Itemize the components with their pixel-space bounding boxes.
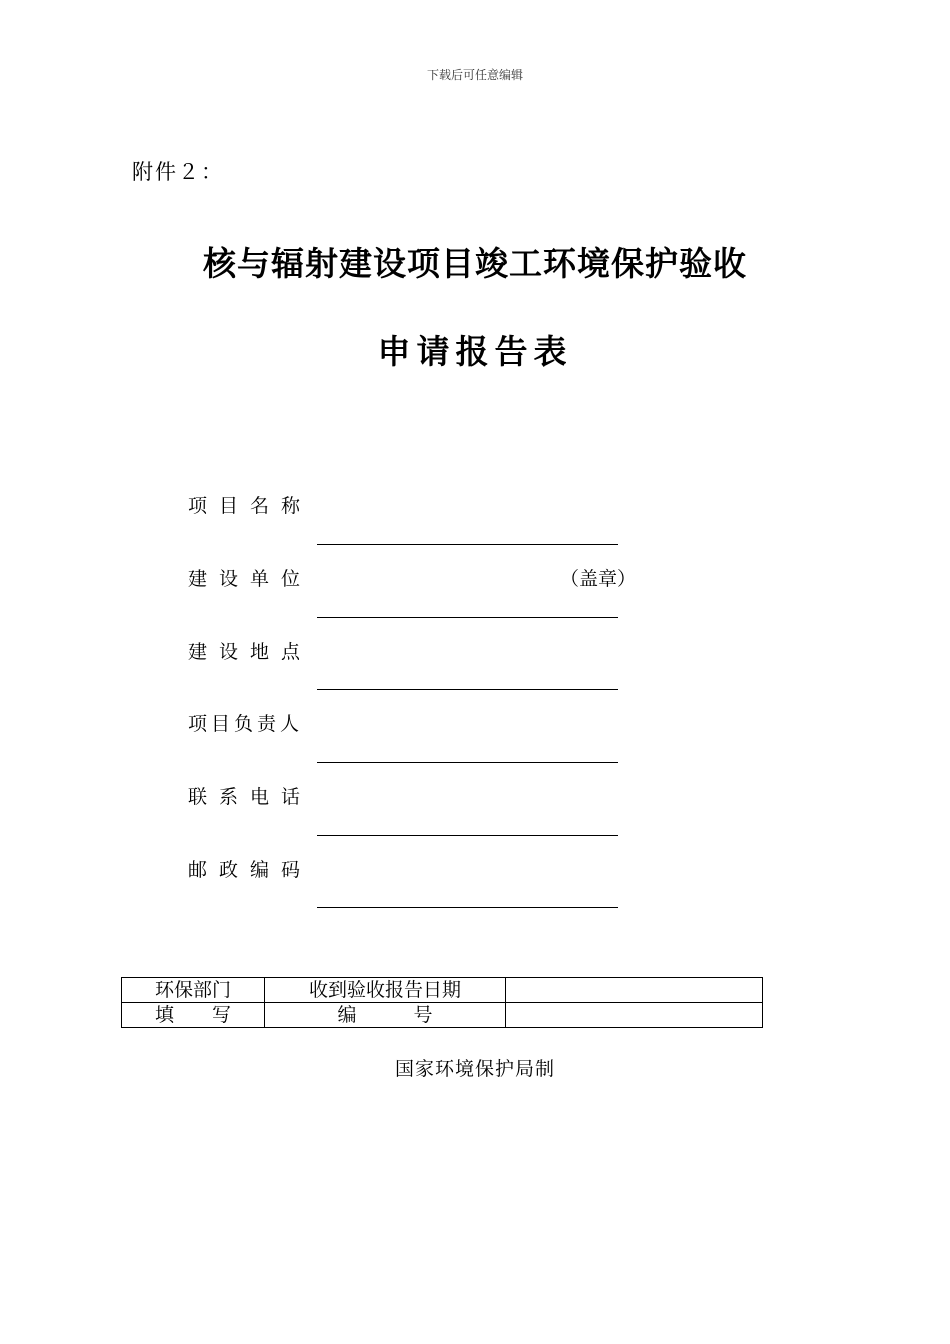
issuer-footer: 国家环境保护局制 [394, 1058, 555, 1080]
document-title-line-1: 核与辐射建设项目竣工环境保护验收 [203, 244, 747, 283]
office-header-top: 环保部门 [122, 978, 265, 1003]
serial-number-value[interactable] [506, 1003, 763, 1028]
document-title-line-2: 申请报告表 [377, 332, 573, 371]
field-line-construction-unit[interactable] [317, 617, 618, 618]
report-date-label: 收到验收报告日期 [265, 978, 506, 1003]
field-line-postal-code[interactable] [317, 907, 618, 908]
table-row [122, 978, 763, 1003]
office-use-table [121, 977, 763, 1028]
office-header-bottom: 填 写 [122, 1003, 265, 1028]
field-line-project-name[interactable] [317, 544, 618, 545]
field-label-construction-unit: 建设单位 [188, 568, 313, 590]
field-label-postal-code: 邮政编码 [188, 859, 313, 881]
report-date-value[interactable] [506, 978, 763, 1003]
field-label-project-name: 项目名称 [188, 495, 313, 517]
serial-number-label: 编 号 [265, 1003, 506, 1028]
seal-note: （盖章） [560, 568, 637, 590]
field-label-project-lead: 项目负责人 [188, 713, 304, 735]
field-label-construction-site: 建设地点 [188, 641, 313, 663]
attachment-label: 附件２： [132, 160, 224, 184]
field-line-phone[interactable] [317, 835, 618, 836]
field-line-project-lead[interactable] [317, 762, 618, 763]
field-label-phone: 联系电话 [188, 786, 313, 808]
table-row [122, 1003, 763, 1028]
header-note: 下载后可任意编辑 [426, 68, 523, 82]
field-line-construction-site[interactable] [317, 689, 618, 690]
